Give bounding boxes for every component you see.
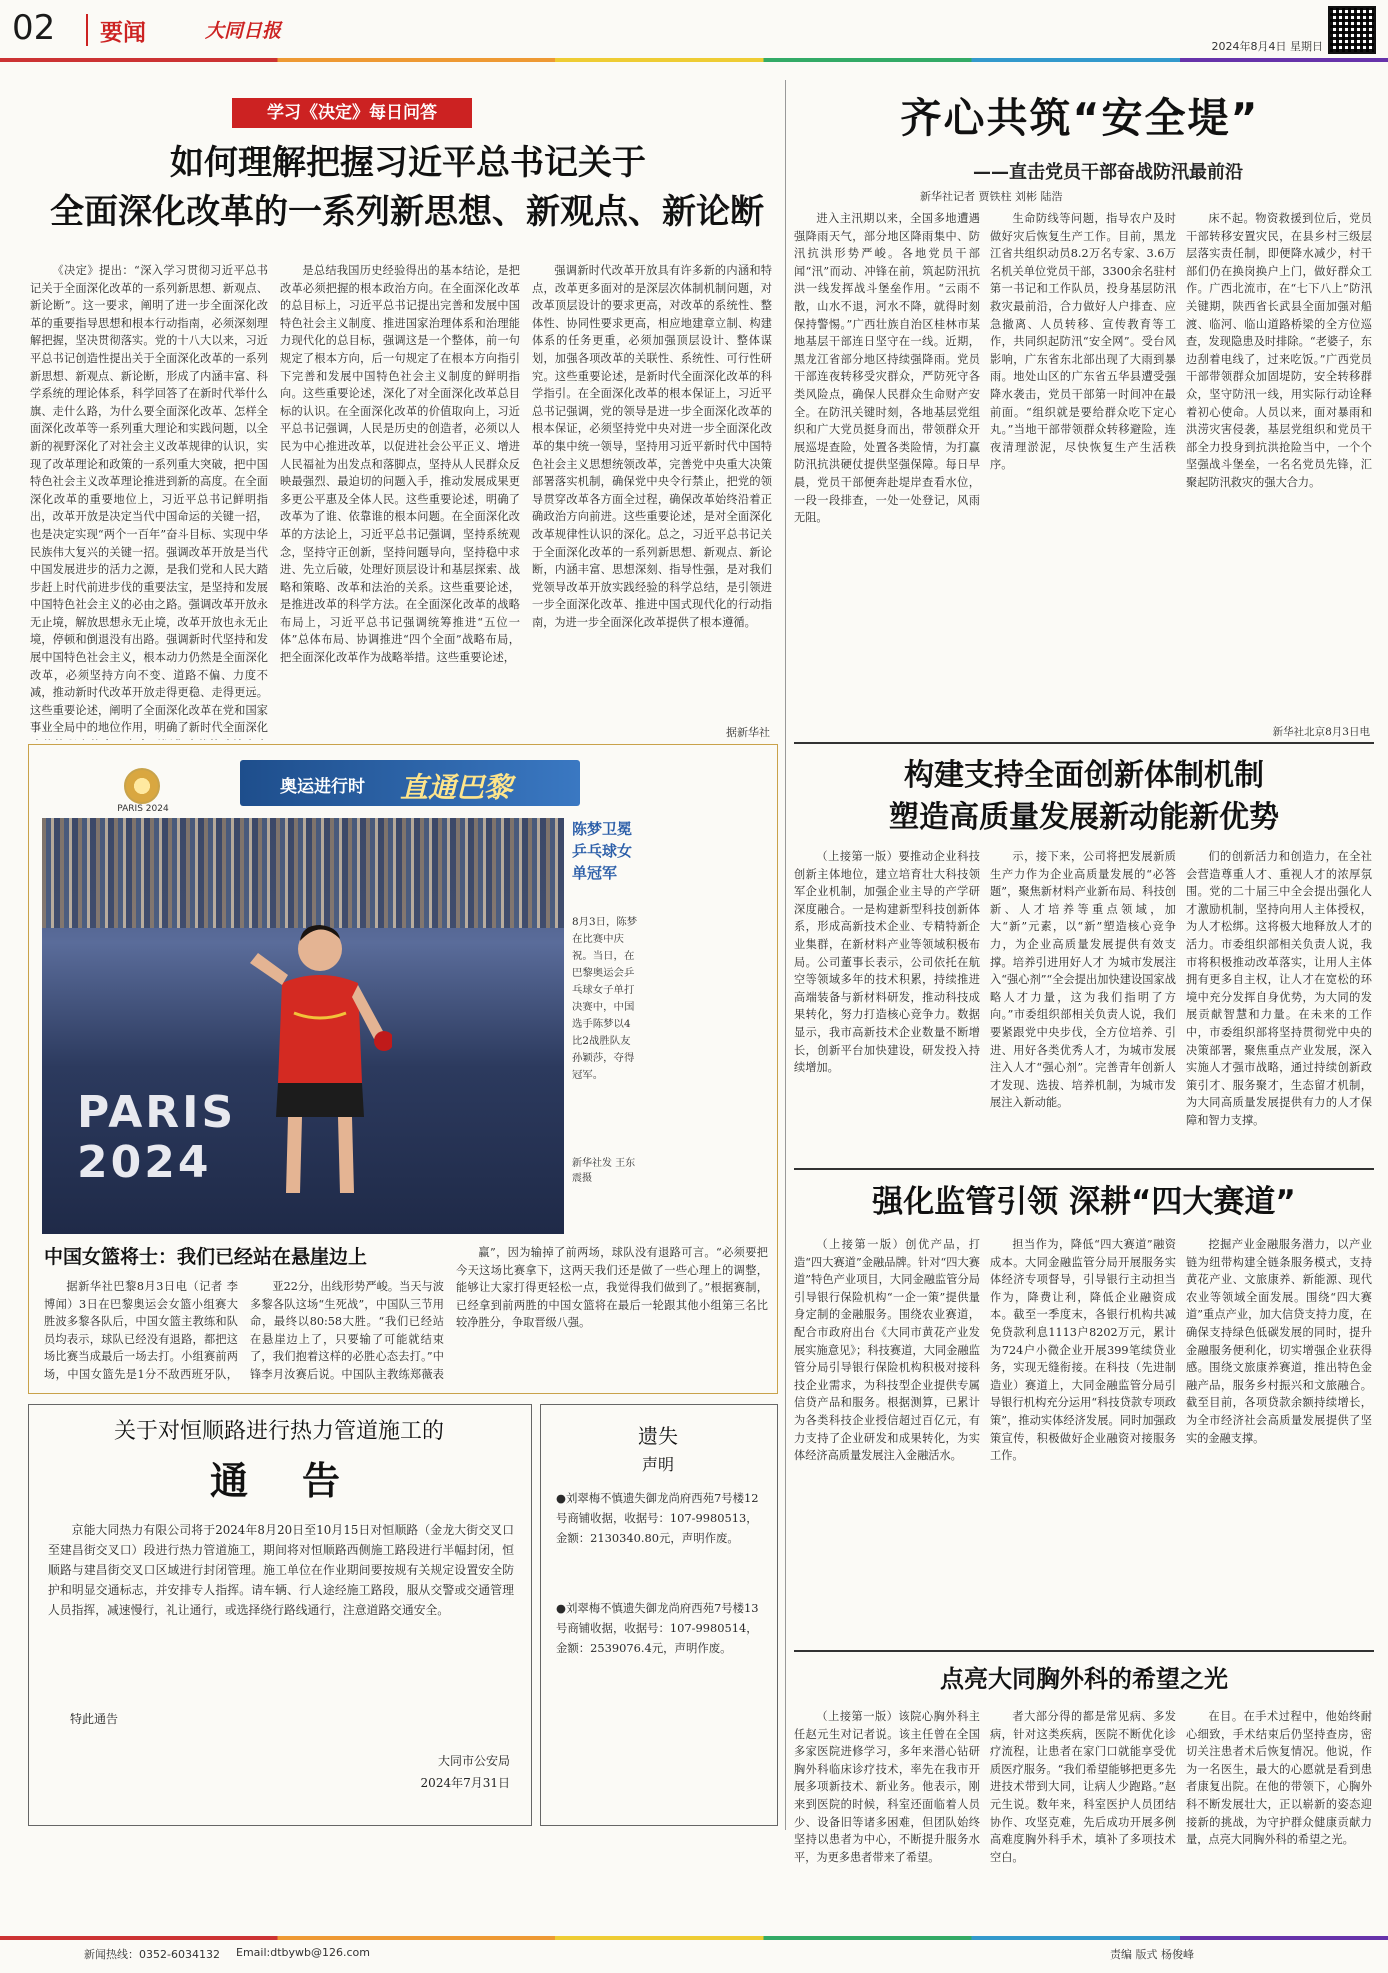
column-tag: 学习《决定》每日问答 <box>232 98 472 128</box>
innovation-body-col1: （上接第一版）要推动企业科技创新主体地位，建立培育壮大科技领军企业机制，加强企业主导的产学研深度融合。一是构建新型科技创新体系，形成高新技术企业、专精特新企业集群，在新材料产业等领域积极布局。公司董事长表示，公司依托在航空等领域多年的技术积累，持续推进高端装备与新材料研发，推动科技成果转化，努力打造核心竞争力。数据显示，我市高新技术企业数量不断增长，创新平台加快建设，研发投入持续增加。 <box>794 850 980 1075</box>
olympic-medal-icon <box>124 768 160 804</box>
section-name: 要闻 <box>100 20 146 46</box>
photo-credit: 新华社发 王东震摄 <box>572 1158 636 1184</box>
innovation-body-col3: 们的创新活力和创造力，在全社会营造尊重人才、重视人才的浓厚氛围。党的二十届三中全会提出强化人才激励机制，坚持向用人主体授权，为人才松绑。这将极大地释放人才的活力。市委组织部相关负责人说，我市将积极推动改革落实，让用人主体拥有更多自主权，让人才在宽松的环境中充分发挥自身优势，为大同的发展贡献智慧和力量。在未来的工作中，市委组织部将坚持贯彻党中央的决策部署，聚焦重点产业发展，深入实施人才强市战略，通过持续创新政策引才、服务聚才，生态留才机制，为大同高质量发展提供有力的人才保障和智力支撑。 <box>1186 850 1372 1127</box>
notice-body: 京能大同热力有限公司将于2024年8月20日至10月15日对恒顺路（金龙大街交叉口至建昌街交叉口）段进行热力管道施工，期间将对恒顺路西侧施工路段进行半幅封闭，恒顺路与建昌街交叉口区域进行封闭管理。施工单位在作业期间要按规有关规定设置安全防护和明显交通标志，并安排专人指挥。请车辆、行人途经施工路段，服从交警或交通管理人员指挥，减速慢行，礼让通行，或选择绕行路线通行，注意道路交通安全。 <box>48 1523 514 1617</box>
olympics-banner-title: 直通巴黎 <box>400 771 513 804</box>
athlete-figure-icon <box>242 913 392 1203</box>
flood-source: 新华社北京8月3日电 <box>1272 726 1370 738</box>
study-body-col1: 《决定》提出：“深入学习贯彻习近平总书记关于全面深化改革的一系列新思想、新观点、新论断”。这一要求，阐明了进一步全面深化改革的重要指导思想和根本行动指南，必须深刻理解把握，坚决贯彻落实。党的十八大以来，习近平总书记创造性提出关于全面深化改革的一系列新思想、新观点、新论断，形成了内涵丰富、科学系统的理论体系，科学回答了在新时代举什么旗、走什么路，为什么要全面深化改革、怎样全面深化改革等一系列重大理论和实践问题，以全新的视野深化了对社会主义改革规律的认识，实现了改革理论和政策的一系列重大突破，把中国特色社会主义改革理论推进到新的高度。在全面深化改革的重要地位上，习近平总书记鲜明指出，改革开放是决定当代中国命运的关键一招，也是决定实现“两个一百年”奋斗目标、实现中华民族伟大复兴的关键一招。强调改革开放是当代中国发展进步的活力之源，是我们党和人民大踏步赶上时代前进步伐的重要法宝，是坚持和发展中国特色社会主义的必由之路。强调改革开放永无止境，解放思想永无止境，改革开放也永无止境，停顿和倒退没有出路。强调新时代坚持和发展中国特色社会主义，根本动力仍然是全面深化改革，必须坚持方向不变、道路不偏、力度不减，推动新时代改革开放走得更稳、走得更远。这些重要论述，阐明了全面深化改革在党和国家事业全局中的地位作用，明确了新时代全面深化 <box>30 264 268 735</box>
innovation-headline-line1: 构建支持全面创新体制机制 <box>904 758 1264 793</box>
lost-item-1: ●刘翠梅不慎遗失御龙尚府西苑7号楼12号商铺收据，收据号：107-9980513，金额：2130340.80元，声明作废。 <box>556 1491 759 1545</box>
page-number: 02 <box>12 8 56 48</box>
section-rule <box>794 1168 1374 1170</box>
study-body-col2: 是总结我国历史经验得出的基本结论，是把改革必须把握的根本政治方向。在全面深化改革的总目标上，习近平总书记提出完善和发展中国特色社会主义制度、推进国家治理体系和治理能力现代化的总目标，强调这是一个整体，前一句规定了根本方向，后一句规定了在根本方向指引下完善和发展中国特色社会主义制度的鲜明指向。这些重要论述，深化了对全面深化改革总目标的认识。在全面深化改革的价值取向上，习近平总书记强调，人民是历史的创造者，必须以人民为中心推进改革，以促进社会公平正义、增进人民福祉为出发点和落脚点，坚持从人民群众反映最强烈、最迫切的问题入手，推动发展成果更多更公平惠及全体人民。这些重要论述，明确了改革为了谁、依靠谁的根本问题。在全面深化改革的方法论上，习近平总书记强调，坚持系统观念，坚持守正创新，坚持问题导向，坚持稳中求进、先立后破，处理好顶层设计和基层探索、战略和策略、改革和法治的关系。这些重要论述，是推进改革的科学方法。在全面深化改革的战略布局上，习近平总书记强调统筹推进“五位一体”总体布局、协调推进“四个全面”战略布局，把全面深化改革作为战略举措。这些重要论述， <box>280 264 520 665</box>
basketball-body-col2: 亚22分，出线形势严峻。当天与波多黎各队这场“生死战”，中国队三节用命，最终以80:58大胜。“我们已经站在悬崖边上了，只要输了可能就结束了，我们抱着这样的必胜心态去打。”中锋李月汝赛后说。中国队主教练郑薇表 <box>250 1280 444 1381</box>
photo-caption-body: 8月3日，陈梦在比赛中庆祝。当日，在巴黎奥运会乒乓球女子单打决赛中，中国选手陈梦以4比2战胜队友孙颖莎，夺得冠军。 <box>572 916 638 1081</box>
flood-byline: 新华社记者 贾铁柱 刘彬 陆浩 <box>920 190 1063 203</box>
flood-body-col3: 床不起。物资救援到位后，党员干部转移安置灾民，在县乡村三级层层落实责任制，即便降水减少，村干部们仍在换岗换户上门，做好群众工作。广西北流市，在“七下八上”防汛关键期，陕西省长武县全面加强对船渡、临河、临山道路桥梁的全方位巡查，发现隐患及时排除。“老婆子，东边刮着电线了，过来吃饭。”广西党员干部带领群众加固堤防，安全转移群众，坚守防汛一线，用实际行动诠释着初心使命。人员以来，面对暴雨和洪涝灾害侵袭，基层党组织和党员干部全力投身到抗洪抢险当中，一个个坚强战斗堡垒，一名名党员先锋，汇聚起防汛救灾的强大合力。 <box>1186 212 1372 489</box>
finance-body-col2: 担当作为，降低“四大赛道”融资成本。大同金融监管分局开展服务实体经济专项督导，引导银行主动担当作为，降费让利，降低企业融资成本。截至一季度末，各银行机构共减免贷款利息1113户8202万元，累计为724户小微企业开展399笔续贷业务，实现无缝衔接。在科技（先进制造业）赛道上，大同金融监管分局引导银行机构充分运用“科技贷款专项政策”，推动实体经济发展。同时加强政策宣传，积极做好企业融资对接服务工作。 <box>990 1238 1176 1463</box>
games-label-small: PARIS 2024 <box>117 804 169 814</box>
basketball-headline: 中国女篮将士：我们已经站在悬崖边上 <box>44 1246 368 1268</box>
paper-logo: 大同日报 <box>205 20 282 42</box>
study-headline-line2: 全面深化改革的一系列新思想、新观点、新论断 <box>50 192 764 232</box>
study-source: 据新华社 <box>726 726 770 739</box>
notice-issue-date: 2024年7月31日 <box>420 1776 510 1790</box>
hospital-headline: 点亮大同胸外科的希望之光 <box>940 1665 1228 1693</box>
finance-headline: 强化监管引领 深耕“四大赛道” <box>872 1184 1296 1220</box>
flood-headline: 齐心共筑“安全堤” <box>900 94 1260 142</box>
footer-email: Email:dtbywb@126.com <box>236 1946 370 1959</box>
section-rule <box>794 742 1374 744</box>
hospital-body-col2: 者大部分得的都是常见病、多发病，针对这类疾病，医院不断优化诊疗流程，让患者在家门口就能享受优质医疗服务。“我们希望能够把更多先进技术带到大同，让病人少跑路。”赵元生说。数年来，科室医护人员团结协作、攻坚克难，先后成功开展多例高难度胸外科手术，填补了多项技术空白。 <box>990 1710 1176 1864</box>
table-tennis-photo <box>42 818 564 1234</box>
notice-title-line2: 通 告 <box>209 1459 348 1503</box>
header-divider <box>86 14 88 46</box>
basketball-body-col3: 赢”，因为输掉了前两场，球队没有退路可言。“必须要把今天这场比赛拿下，这两天我们还是做了一些心理上的调整，能够让大家打得更轻松一点，我觉得我们做到了。”根据赛制，已经拿到前两胜的中国女篮将在最后一轮跟其他小组第三名比较净胜分，争取晋级八强。 <box>456 1246 768 1330</box>
notice-closing: 特此通告 <box>70 1712 119 1726</box>
innovation-headline-line2: 塑造高质量发展新动能新优势 <box>889 800 1279 835</box>
study-body-col3: 强调新时代改革开放具有许多新的内涵和特点，改革更多面对的是深层次体制机制问题，对改革顶层设计的要求更高，对改革的系统性、整体性、协同性要求更高，相应地建章立制、构建体系的任务更重，必须加强顶层设计、整体谋划，加强各项改革的关联性、系统性、可行性研究。这些重要论述，是新时代全面深化改革的科学指引。在全面深化改革的根本保证上，习近平总书记强调，党的领导是进一步全面深化改革的根本保证，必须坚持党中央对进一步全面深化改革的集中统一领导，坚持用习近平新时代中国特色社会主义思想统领改革，完善党中央重大决策部署落实机制，确保党中央令行禁止，把党的领导贯穿改革各方面全过程，确保改革始终沿着正确政治方向前进。这些重要论述，是对全面深化改革规律性认识的深化。总之，习近平总书记关于全面深化改革的一系列新思想、新观点、新论断，内涵丰富、思想深刻、指导性强，是对我们党领导改革开放实践经验的科学总结，是引领进一步全面深化改革、推进中国式现代化的行动指南，为进一步全面深化改革提供了根本遵循。 <box>532 264 772 629</box>
finance-body-col1: （上接第一版）创优产品，打造“四大赛道”金融品牌。针对“四大赛道”特色产业项目，大同金融监管分局引导银行保险机构“一企一策”提供量身定制的金融服务。围绕农业赛道，配合市政府出台《大同市黄花产业发展实施意见》；科技赛道，大同金融监管分局引导银行保险机构积极对接科技企业需求，为科技型企业提供专属信贷产品和服务。根据测算，已累计为各类科技企业授信超过百亿元，有力支持了企业研发和成果转化，为实体经济高质量发展注入金融活水。 <box>794 1238 980 1463</box>
photo-crowd <box>42 818 564 928</box>
hospital-body-col3: 在目。在手术过程中，他始终耐心细致，手术结束后仍坚持查房，密切关注患者术后恢复情况。他说，作为一名医生，最大的心愿就是看到患者康复出院。在他的带领下，心胸外科不断发展壮大，正以崭新的姿态迎接新的挑战，为守护群众健康贡献力量，点亮大同胸外科的希望之光。 <box>1186 1710 1372 1847</box>
innovation-body-col2: 示，接下来，公司将把发展新质生产力作为企业高质量发展的“必答题”，聚焦新材料产业新布局、科技创新、人才培养等重点领域，加大“新”元素，以“新”塑造核心竞争力，为企业高质量发展提供有效支撑。培养引进用好人才 为城市发展注入“强心剂”“全会提出加快建设国家战略人才力量，这为我们指明了方向。”市委组织部相关负责人说，我们要紧跟党中央步伐，全方位培养、引进、用好各类优秀人才，为城市发展注入人才“强心剂”。完善青年创新人才发现、选拔、培养机制，为城市发展注入新动能。 <box>990 850 1176 1110</box>
lost-title-line2: 声明 <box>641 1455 674 1474</box>
olympics-banner <box>240 760 580 806</box>
footer-hotline: 新闻热线：0352-6034132 <box>84 1948 220 1961</box>
qr-code-icon <box>1328 6 1376 54</box>
issue-date: 2024年8月4日 星期日 <box>1211 40 1323 53</box>
footer-rule <box>0 1936 1388 1940</box>
section-rule <box>794 1650 1374 1652</box>
lost-title-line1: 遗失 <box>638 1424 678 1448</box>
photo-paris-2024-backdrop: PARIS 2024 <box>77 1087 237 1188</box>
lost-item-2: ●刘翠梅不慎遗失御龙尚府西苑7号楼13号商铺收据，收据号：107-9980514，金额：2539076.4元，声明作废。 <box>556 1601 759 1655</box>
finance-body-col3: 挖掘产业金融服务潜力，以产业链为纽带构建全链条服务模式，支持黄花产业、文旅康养、新能源、现代农业等领域全面发展。围绕“四大赛道”重点产业，加大信贷支持力度，在确保支持绿色低碳发展的同时，提升金融服务便利化，切实增强企业获得感。围绕文旅康养赛道，推出特色金融产品，服务乡村振兴和文旅融合。截至目前，各项贷款余额持续增长，为全市经济社会高质量发展提供了坚实的金融支撑。 <box>1186 1238 1372 1445</box>
header-rule <box>0 58 1388 62</box>
flood-subheadline: ——直击党员干部奋战防汛最前沿 <box>973 162 1243 183</box>
column-divider <box>785 80 786 1830</box>
olympics-banner-prefix: 奥运进行时 <box>280 777 365 797</box>
notice-issuer: 大同市公安局 <box>437 1754 510 1768</box>
notice-title-line1: 关于对恒顺路进行热力管道施工的 <box>113 1419 444 1444</box>
study-headline-line1: 如何理解把握习近平总书记关于 <box>170 143 646 183</box>
footer-editor: 责编 版式 杨俊峰 <box>1110 1948 1194 1961</box>
photo-caption-title: 陈梦卫冕乒乓球女单冠军 <box>572 820 633 882</box>
flood-body-col1: 进入主汛期以来，全国多地遭遇强降雨天气，部分地区降雨集中、防汛抗洪形势严峻。各地党员干部闻“汛”而动、冲锋在前，筑起防汛抗洪一线发挥战斗堡垒作用。“云雨不散，山水不退，河水不降，就得时刻保持警惕。”广西壮族自治区桂林市某地基层干部连日坚守在一线。近期，黑龙江省部分地区持续强降雨。党员干部连夜转移受灾群众，严防死守各类风险点，确保人民群众生命财产安全。在防汛关键时刻，各地基层党组织和广大党员挺身而出，带领群众开展巡堤查险，处置各类险情，为打赢防汛抗洪硬仗提供坚强保障。每日早晨，党员干部便奔赴堤岸查看水位，一段一段排查，一处一处登记，风雨无阻。 <box>794 212 980 525</box>
basketball-body-col1: 据新华社巴黎8月3日电（记者 李博闻）3日在巴黎奥运会女篮小组赛大胜波多黎各队后，中国女篮主教练和队员均表示，球队已经没有退路，都把这场比赛当成最后一场去打。小组赛前两场，中国女篮先是1分不敌西班牙队， <box>44 1280 238 1381</box>
hospital-body-col1: （上接第一版）该院心胸外科主任赵元生对记者说。该主任曾在全国多家医院进修学习，多年来潜心钻研胸外科临床诊疗技术，率先在我市开展多项新技术、新业务。他表示，刚来到医院的时候，科室还面临着人员少、设备旧等诸多困难，但团队始终坚持以患者为中心，不断提升服务水平，为更多患者带来了希望。 <box>794 1710 980 1864</box>
flood-body-col2: 生命防线等问题，指导农户及时做好灾后恢复生产工作。目前，黑龙江省共组织动员8.2万名专家、3.6万名机关单位党员干部，3300余名驻村第一书记和工作队员，投身基层防汛救灾最前沿，合力做好人户排查、应急撤离、人员转移、宣传教育等工作，共同织起防汛“安全网”。受台风影响，广东省东北部出现了大雨到暴雨。地处山区的广东省五华县遭受强降水袭击，党员干部第一时间冲在最前面。“组织就是要给群众吃下定心丸。”当地干部带领群众转移避险，连夜清理淤泥，尽快恢复生产生活秩序。 <box>990 212 1176 472</box>
